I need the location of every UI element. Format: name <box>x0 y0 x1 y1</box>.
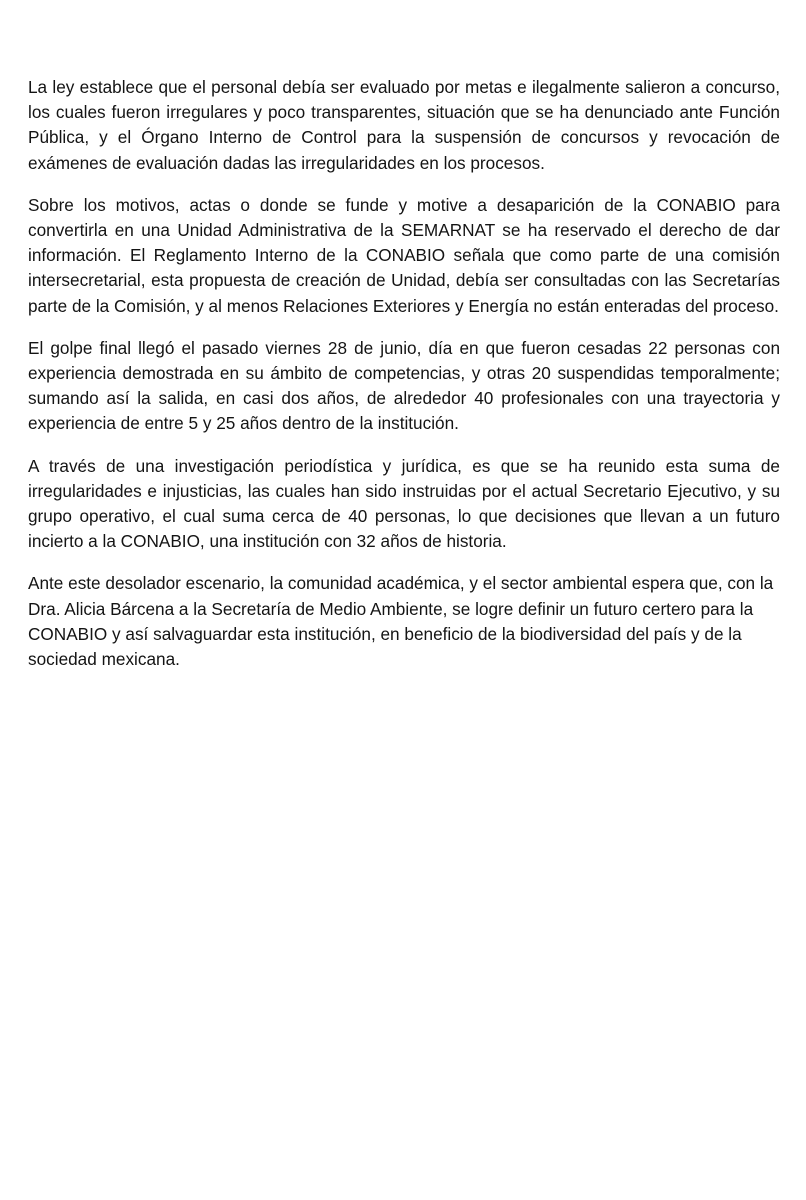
paragraph-evaluacion: La ley establece que el personal debía ser evaluado por metas e ilegalmente salieron a concurso, los cuales fueron irregulares y poco transparentes, situación que se ha denunciado ante Función Pública, y el Órgano Interno de Control para la suspensión de concursos y revocación de exámenes de evaluación dadas las irregularidades en los procesos. <box>28 77 780 173</box>
document-body <box>28 75 780 689</box>
paragraph-conclusion: Ante este desolador escenario, la comunidad académica, y el sector ambiental espera que, con la Dra. Alicia Bárcena a la Secretaría de Medio Ambiente, se logre definir un futuro certero para la CONABIO y así salvaguardar esta institución, en beneficio de la biodiversidad del país y de la sociedad mexicana. <box>28 573 774 670</box>
paragraph-investigacion: A través de una investigación periodística y jurídica, es que se ha reunido esta suma de irregularidades e injusticias, las cuales han sido instruidas por el actual Secretario Ejecutivo, y su grupo operativo, el cual suma cerca de 40 personas, lo que decisiones que llevan a un futuro incierto a la CONABIO, una institución con 32 años de historia. <box>28 455 780 552</box>
paragraph-golpe-final: El golpe final llegó el pasado viernes 28 de junio, día en que fueron cesadas 22 personas con experiencia demostrada en su ámbito de competencias, y otras 20 suspendidas temporalmente; sumando así la salida, en casi dos años, de alrededor 40 profesionales con una trayectoria y experiencia de entre 5 y 25 años dentro de la institución. <box>28 337 780 434</box>
paragraph-motivos: Sobre los motivos, actas o donde se funde y motive a desaparición de la CONABIO para convertirla en una Unidad Administrativa de la SEMARNAT se ha reservado el derecho de dar información. El Reglamento Interno de la CONABIO señala que como parte de una comisión intersecretarial, esta propuesta de creación de Unidad, debía ser consultadas con las Secretarías parte de la Comisión, y al menos Relaciones Exteriores y Energía no están enteradas del proceso. <box>28 194 780 316</box>
